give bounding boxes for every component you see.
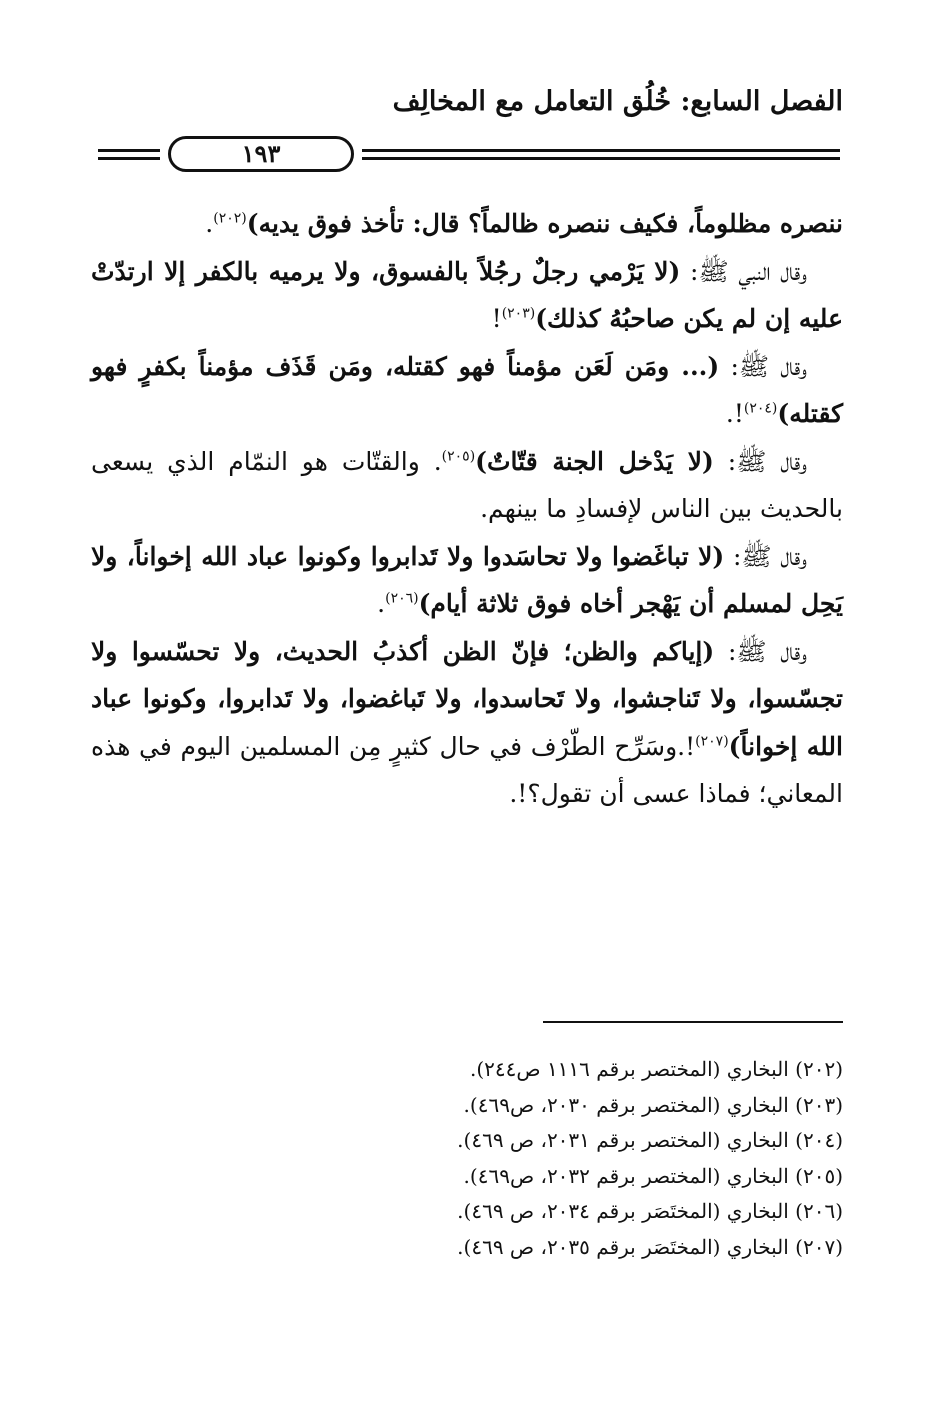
page-number: ١٩٣ <box>168 136 354 172</box>
header-rule-line <box>98 157 160 160</box>
footnote-ref: (٢٠٥) <box>441 448 476 465</box>
footnotes-list <box>91 1052 843 1265</box>
paragraph-lead: وقال ﷺ: <box>724 541 807 571</box>
footnote-separator <box>543 1021 843 1023</box>
paragraph-text: . <box>377 589 386 618</box>
footnote-ref: (٢٠٢) <box>213 210 247 227</box>
header-rule-line <box>98 149 160 152</box>
paragraph-text: . <box>205 209 214 238</box>
paragraph-text: ! <box>491 304 502 333</box>
header-rule <box>98 136 840 172</box>
paragraph-lead: وقال النبي ﷺ: <box>680 256 807 286</box>
hadith-text: (إياكم والظن؛ فإنّ الظن أكذبُ الحديث، ولا تحسّسوا ولا تجسّسوا، ولا تَناجشوا، ولا تَحاسدوا، ولا تَباغضوا، ولا تَدابروا، وكونوا عباد الله إخواناً) <box>91 636 843 761</box>
hadith-text: (لا تباغَضوا ولا تحاسَدوا ولا تَدابروا وكونوا عباد الله إخواناً، ولا يَحِل لمسلم أن يَهْجر أخاه فوق ثلاثة أيام) <box>91 541 843 618</box>
paragraph <box>91 248 843 343</box>
paragraph <box>91 343 843 438</box>
footnote-ref: (٢٠٣) <box>501 305 536 322</box>
paragraph <box>91 200 843 248</box>
footnote: (٢٠٦) البخاري (المختَصَر برقم ٢٠٣٤، ص ٤٦٩). <box>457 1199 843 1223</box>
footnote: (٢٠٤) البخاري (المختصر برقم ٢٠٣١، ص ٤٦٩). <box>457 1128 843 1152</box>
paragraph <box>91 438 843 533</box>
footnote-ref: (٢٠٤) <box>743 400 778 417</box>
paragraph-text: !. <box>725 399 744 428</box>
paragraph-lead: وقال ﷺ: <box>719 351 808 381</box>
footnote-ref: (٢٠٦) <box>385 590 419 607</box>
chapter-title: الفصل السابع: خُلُق التعامل مع المخالِف <box>392 86 843 117</box>
paragraph <box>91 628 843 818</box>
paragraph-text: !.وسَرِّح الطّرْف في حال كثيرٍ مِن المسلمين اليوم في هذه المعاني؛ فماذا عسى أن تقول؟!. <box>91 731 843 808</box>
hadith-text: (لا يَدْخل الجنة قتّاتٌ) <box>475 446 714 476</box>
header-rule-line <box>362 149 840 152</box>
paragraph-lead: وقال ﷺ: <box>713 446 808 476</box>
footnote: (٢٠٥) البخاري (المختصر برقم ٢٠٣٢، ص٤٦٩). <box>463 1163 843 1188</box>
paragraph-lead: وقال ﷺ: <box>714 636 808 666</box>
header-rule-line <box>362 157 840 160</box>
footnote-ref: (٢٠٧) <box>695 733 729 750</box>
footnote: (٢٠٣) البخاري (المختصر برقم ٢٠٣٠، ص٤٦٩). <box>463 1092 843 1117</box>
paragraph <box>91 533 843 628</box>
hadith-text: (لا يَرْمي رجلٌ رجُلاً بالفسوق، ولا يرميه بالكفر إلا ارتدّتْ عليه إن لم يكن صاحبُهُ كذلك) <box>91 256 843 333</box>
footnote: (٢٠٢) البخاري (المختصر برقم ١١١٦ ص٢٤٤). <box>469 1057 843 1081</box>
hadith-text: (... ومَن لَعَن مؤمناً فهو كقتله، ومَن قَذَف مؤمناً بكفرٍ فهو كقتله) <box>91 351 843 428</box>
paragraph-text: . والقتّات هو النمّام الذي يسعى بالحديث بين الناس لإفسادِ ما بينهم. <box>91 446 843 523</box>
footnote: (٢٠٧) البخاري (المختَصَر برقم ٢٠٣٥، ص ٤٦٩). <box>457 1234 843 1259</box>
body-text <box>91 200 843 818</box>
hadith-text: ننصره مظلوماً، فكيف ننصره ظالماً؟ قال: تأخذ فوق يديه) <box>246 209 843 238</box>
